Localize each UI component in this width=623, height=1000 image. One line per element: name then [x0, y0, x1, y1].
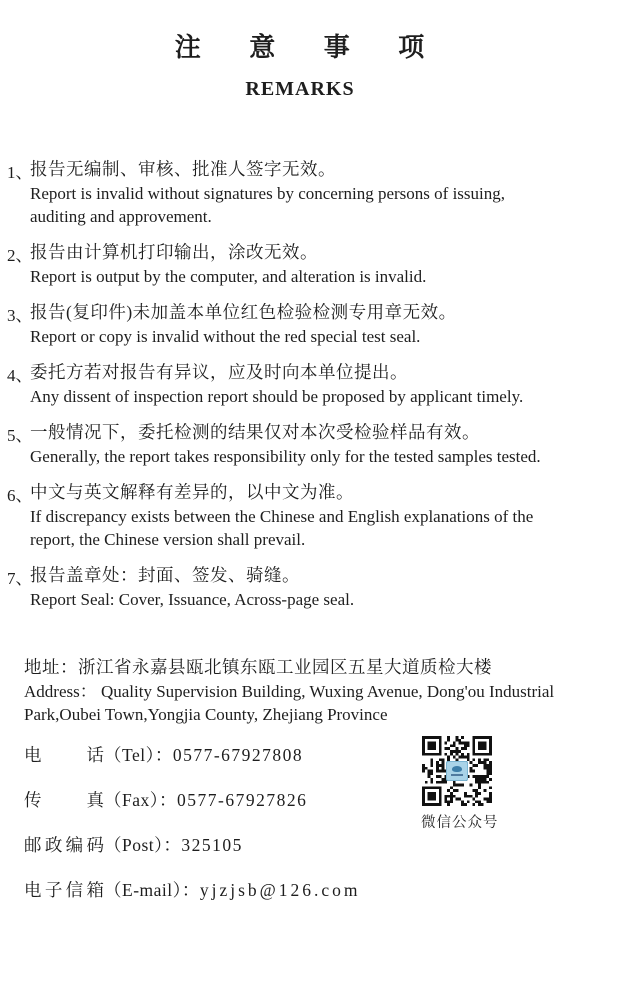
contact-row [24, 790, 623, 810]
contact-value: 0577-67927826 [177, 790, 308, 810]
remark-item [0, 157, 600, 228]
page-title-english: REMARKS [245, 78, 355, 100]
remark-text-english [30, 385, 600, 408]
contact-row [24, 835, 623, 855]
wechat-qr-code [422, 736, 492, 806]
remark-english-line: report, the Chinese version shall prevail. [30, 530, 306, 549]
remark-number: 7、 [7, 569, 33, 588]
remark-text-english [30, 265, 600, 288]
remark-item [0, 360, 600, 408]
remark-number: 5、 [7, 426, 33, 445]
address-block [0, 655, 620, 726]
remark-text-chinese: 报告由计算机打印输出，涂改无效。 [30, 242, 318, 262]
remark-english-line: auditing and approvement. [30, 207, 212, 226]
qr-logo-emblem [452, 766, 462, 772]
remark-item [0, 300, 600, 348]
remark-item [0, 480, 600, 551]
remark-number: 6、 [7, 486, 33, 505]
address-english-line: Park,Oubei Town,Yongjia County, Zhejiang Province [24, 705, 388, 724]
remark-number: 1、 [7, 163, 33, 182]
contact-row [24, 745, 623, 765]
contact-label-english: （Tel）： [104, 745, 173, 765]
page-title-chinese: 注 意 事 项 [174, 33, 426, 62]
address-chinese: 地址：浙江省永嘉县瓯北镇东瓯工业园区五星大道质检大楼 [24, 657, 492, 677]
remark-text-chinese: 报告无编制、审核、批准人签字无效。 [30, 159, 336, 179]
remark-english-line: If discrepancy exists between the Chinese and English explanations of the [30, 507, 534, 526]
remark-english-line: Any dissent of inspection report should be proposed by applicant timely. [30, 387, 524, 406]
remark-text-chinese: 报告盖章处：封面、签发、骑缝。 [30, 565, 300, 585]
remark-text-chinese: 委托方若对报告有异议，应及时向本单位提出。 [30, 362, 408, 382]
remark-number: 3、 [7, 306, 33, 325]
remark-english-line: Report is invalid without signatures by concerning persons of issuing, [30, 184, 505, 203]
contact-label-chinese: 电子信箱 [24, 880, 104, 900]
qr-logo-text-stripe [451, 774, 463, 776]
remark-text-english [30, 588, 600, 611]
remark-english-line: Report is output by the computer, and alteration is invalid. [30, 267, 427, 286]
contact-list [0, 745, 623, 900]
address-english [24, 680, 620, 726]
contact-row [24, 880, 623, 900]
page-header [0, 0, 600, 101]
contact-label-chinese: 邮政编码 [24, 835, 104, 855]
remark-item [0, 563, 600, 611]
contact-value: yjzjsb@126.com [199, 880, 361, 900]
remark-text-chinese: 中文与英文解释有差异的，以中文为准。 [30, 482, 354, 502]
remark-item [0, 420, 600, 468]
contact-label-english: （E-mail）： [104, 880, 200, 900]
remark-text-english [30, 445, 600, 468]
address-english-line: Address： Quality Supervision Building, Wuxing Avenue, Dong'ou Industrial [24, 682, 555, 701]
qr-center-logo-icon [446, 761, 468, 781]
wechat-qr-block [421, 736, 499, 832]
remark-item [0, 240, 600, 288]
remark-text-chinese: 一般情况下，委托检测的结果仅对本次受检验样品有效。 [30, 422, 480, 442]
remark-number: 2、 [7, 246, 33, 265]
remark-text-chinese: 报告(复印件)未加盖本单位红色检验检测专用章无效。 [30, 302, 457, 322]
remark-english-line: Report or copy is invalid without the red special test seal. [30, 327, 421, 346]
remark-number: 4、 [7, 366, 33, 385]
contact-label-english: （Post）： [104, 835, 182, 855]
remark-text-english [30, 182, 600, 228]
remark-text-english [30, 325, 600, 348]
wechat-account-label: 微信公众号 [421, 815, 499, 831]
remarks-list [0, 157, 600, 611]
remark-text-english [30, 505, 600, 551]
contact-value: 0577-67927808 [172, 745, 304, 765]
contact-value: 325105 [181, 835, 243, 855]
contact-label-english: （Fax）： [104, 790, 177, 810]
remark-english-line: Report Seal: Cover, Issuance, Across-page seal. [30, 590, 355, 609]
remark-english-line: Generally, the report takes responsibility only for the tested samples tested. [30, 447, 541, 466]
contact-label-chinese: 传 真 [24, 790, 104, 810]
contact-label-chinese: 电 话 [24, 745, 104, 765]
